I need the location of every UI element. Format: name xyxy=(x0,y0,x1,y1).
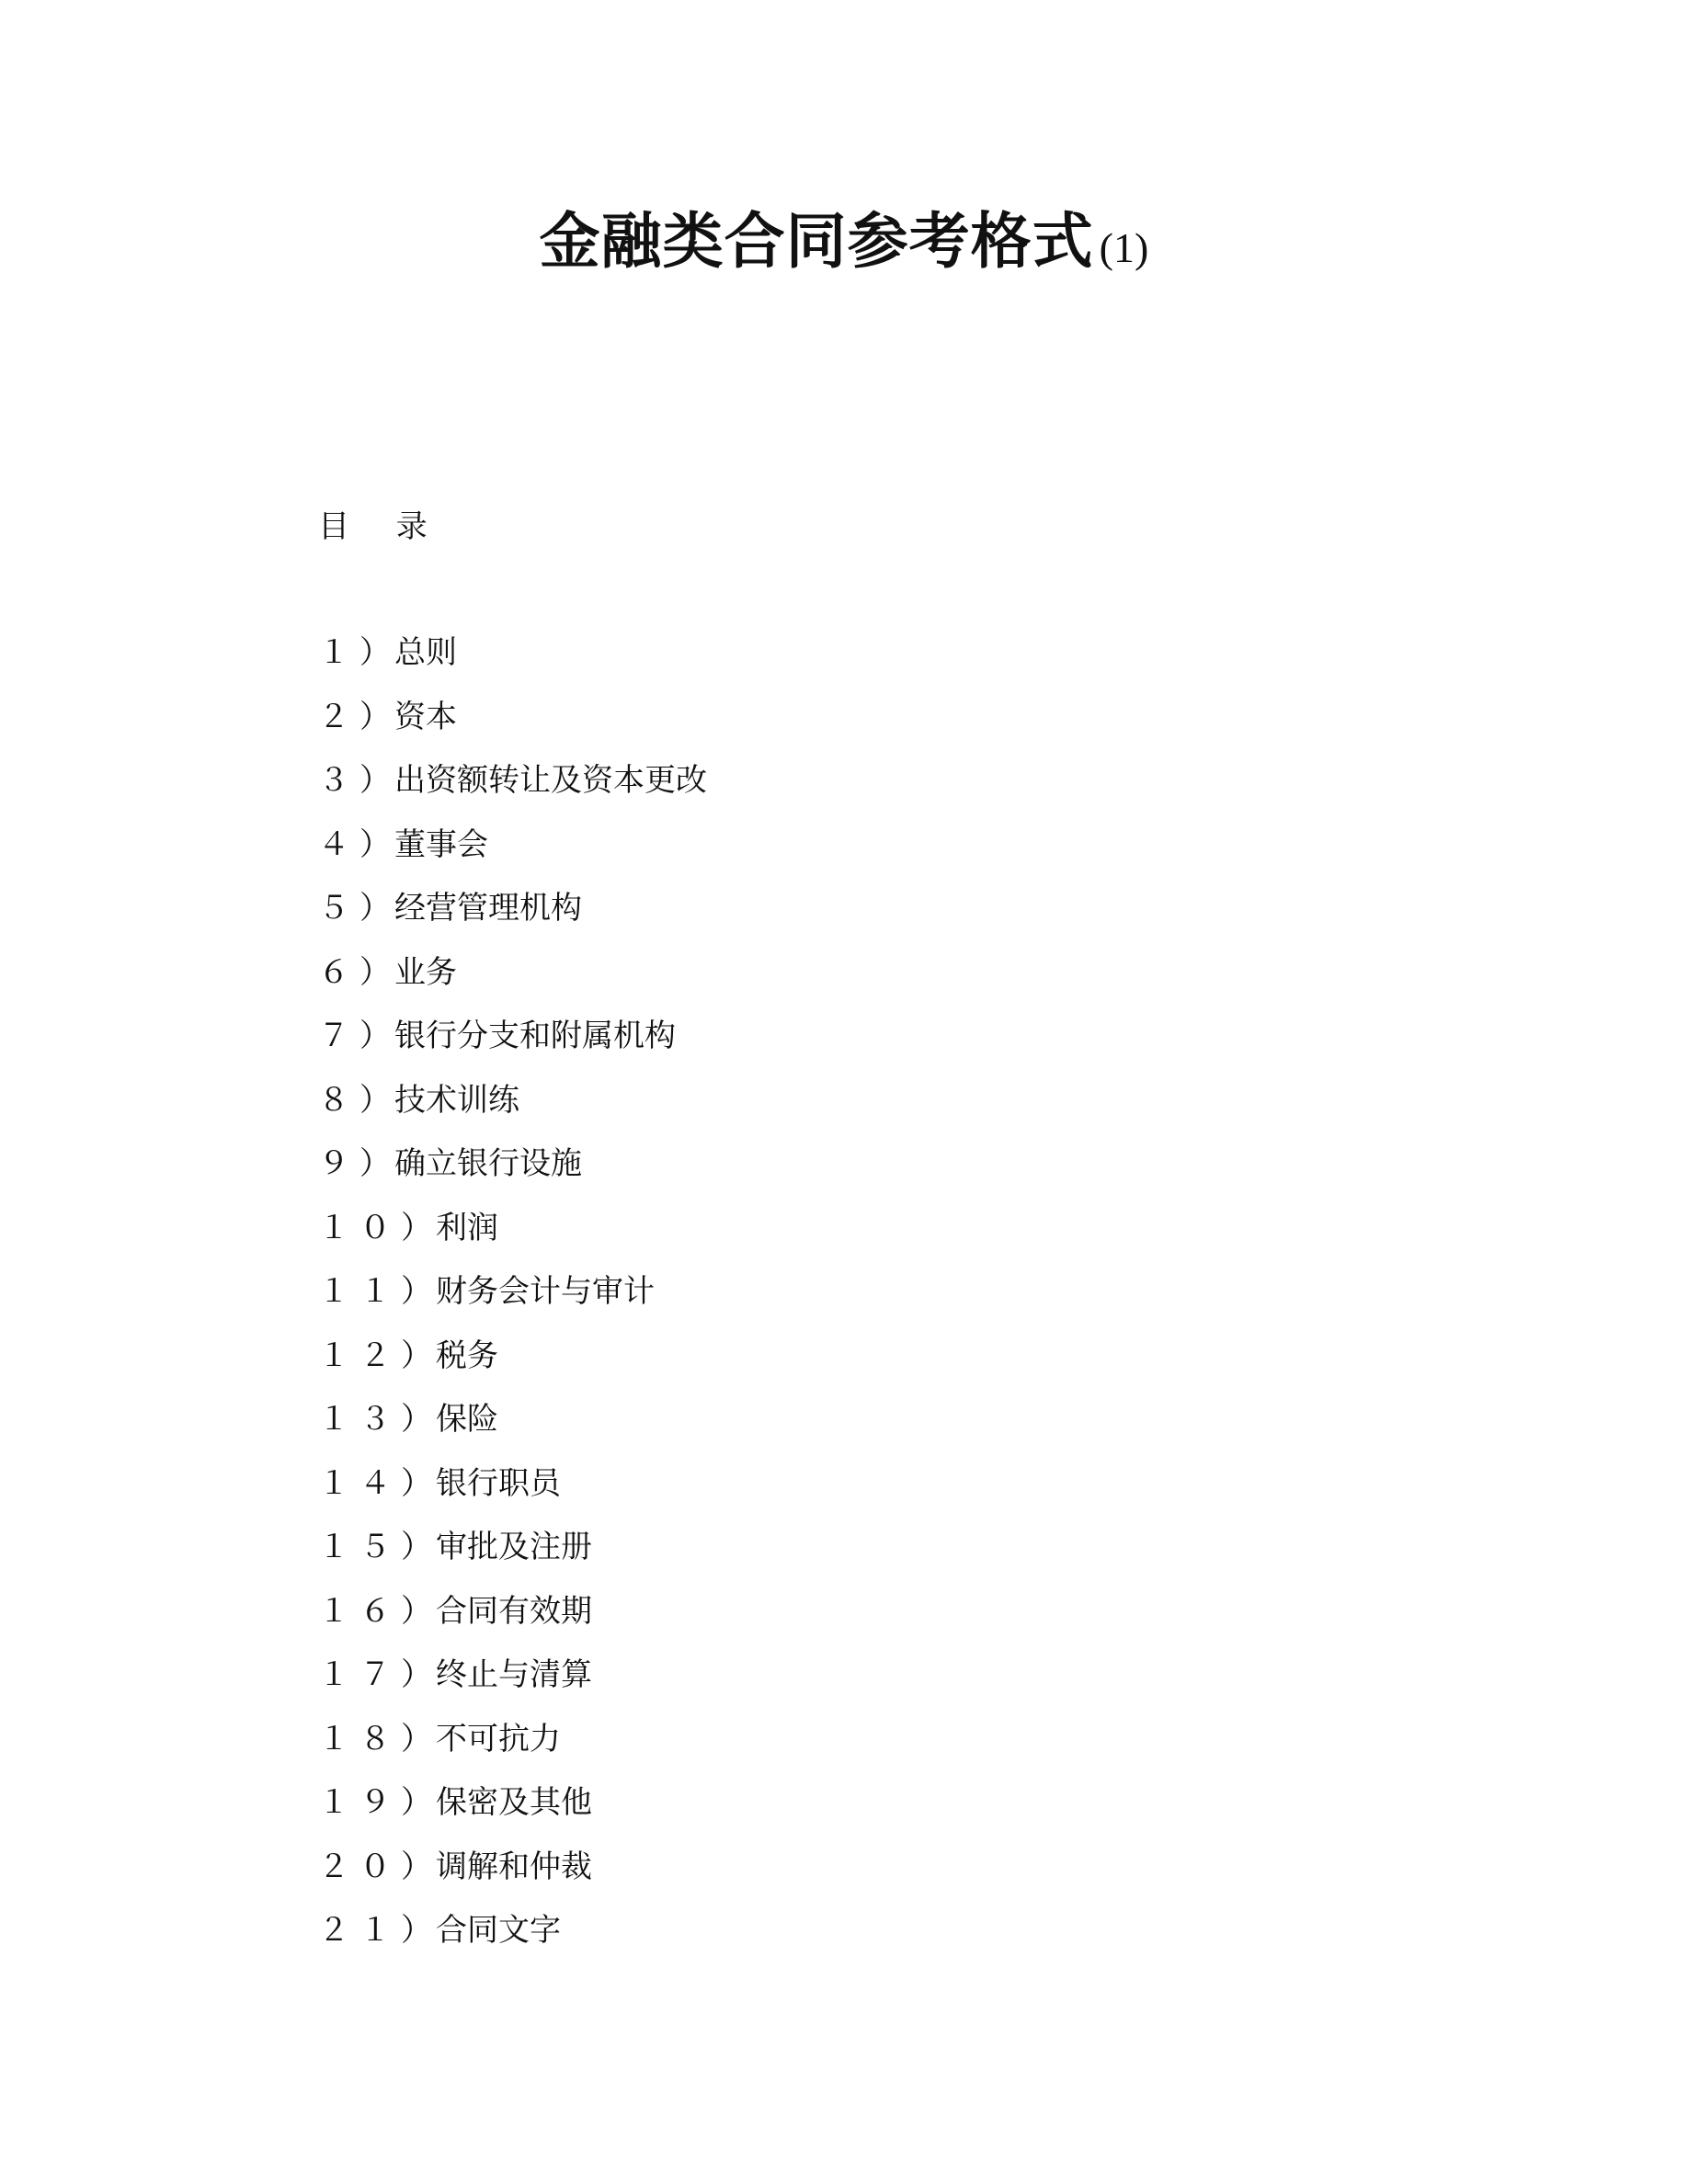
toc-item-label: 经营管理机构 xyxy=(394,890,582,927)
toc-item-number: １３ xyxy=(318,1401,401,1438)
toc-item-number: １７ xyxy=(318,1656,401,1693)
document-title xyxy=(0,200,1688,299)
toc-item xyxy=(318,694,707,758)
toc-item-label: 税务 xyxy=(436,1337,498,1374)
toc-item-paren: ） xyxy=(359,762,391,799)
toc-item-number: １２ xyxy=(318,1337,401,1374)
toc-item-paren: ） xyxy=(401,1209,432,1246)
toc-item-number: ７ xyxy=(318,1018,359,1054)
toc-item-label: 保密及其他 xyxy=(436,1784,592,1821)
toc-item-label: 调解和仲裁 xyxy=(436,1848,592,1885)
toc-item xyxy=(318,1844,707,1908)
toc-item xyxy=(318,1780,707,1844)
toc-item xyxy=(318,1141,707,1205)
toc-item-label: 终止与清算 xyxy=(436,1656,592,1693)
toc-item-number: １８ xyxy=(318,1720,401,1757)
toc-item-label: 出资额转让及资本更改 xyxy=(394,762,707,799)
toc-item xyxy=(318,1333,707,1397)
toc-item-number: ８ xyxy=(318,1081,359,1119)
toc-item-paren: ） xyxy=(359,1145,391,1182)
toc-item xyxy=(318,1205,707,1269)
toc-item xyxy=(318,1907,707,1972)
toc-item-paren: ） xyxy=(401,1529,432,1565)
toc-item-label: 保险 xyxy=(436,1401,498,1438)
toc-item-number: ３ xyxy=(318,762,359,799)
table-of-contents xyxy=(318,630,707,1972)
toc-item-label: 审批及注册 xyxy=(436,1529,592,1565)
toc-item-number: １１ xyxy=(318,1273,401,1310)
toc-item-number: ５ xyxy=(318,890,359,927)
toc-heading: 目 录 xyxy=(318,508,446,545)
toc-item xyxy=(318,1716,707,1780)
toc-item-number: １０ xyxy=(318,1209,401,1246)
toc-item-number: ９ xyxy=(318,1145,359,1182)
toc-item-label: 银行职员 xyxy=(436,1464,561,1502)
toc-item-number: １４ xyxy=(318,1464,401,1502)
toc-item-paren: ） xyxy=(359,953,391,991)
toc-item xyxy=(318,1524,707,1588)
title-text: 金融类合同参考格式 xyxy=(539,206,1094,277)
toc-item-number: １ xyxy=(318,634,359,671)
toc-item xyxy=(318,1396,707,1461)
toc-item-label: 合同文字 xyxy=(436,1912,561,1949)
toc-item xyxy=(318,1461,707,1525)
toc-item-paren: ） xyxy=(401,1592,432,1630)
title-suffix: (1) xyxy=(1099,224,1149,271)
toc-item-number: ４ xyxy=(318,825,359,863)
toc-item-number: ２ xyxy=(318,698,359,735)
toc-item-paren: ） xyxy=(359,698,391,735)
toc-item-label: 银行分支和附属机构 xyxy=(394,1018,676,1054)
toc-item xyxy=(318,822,707,886)
toc-item-number: ２０ xyxy=(318,1848,401,1885)
toc-item-number: １９ xyxy=(318,1784,401,1821)
toc-item-paren: ） xyxy=(359,890,391,927)
toc-item xyxy=(318,885,707,950)
toc-item-paren: ） xyxy=(401,1912,432,1949)
toc-item-paren: ） xyxy=(359,634,391,671)
toc-item xyxy=(318,757,707,822)
toc-item-paren: ） xyxy=(401,1848,432,1885)
toc-item-paren: ） xyxy=(359,1081,391,1119)
toc-item-paren: ） xyxy=(401,1656,432,1693)
toc-item-number: １５ xyxy=(318,1529,401,1565)
toc-item xyxy=(318,1652,707,1716)
toc-item-label: 合同有效期 xyxy=(436,1592,592,1630)
toc-item xyxy=(318,1268,707,1333)
toc-item-paren: ） xyxy=(359,825,391,863)
toc-item-label: 资本 xyxy=(394,698,457,735)
toc-item-number: ２１ xyxy=(318,1912,401,1949)
toc-item xyxy=(318,1588,707,1653)
toc-item-paren: ） xyxy=(401,1401,432,1438)
toc-item xyxy=(318,1013,707,1077)
toc-item-paren: ） xyxy=(401,1464,432,1502)
toc-item xyxy=(318,630,707,694)
toc-item-label: 确立银行设施 xyxy=(394,1145,582,1182)
toc-item-number: ６ xyxy=(318,953,359,991)
toc-item-paren: ） xyxy=(401,1784,432,1821)
toc-item-paren: ） xyxy=(401,1273,432,1310)
toc-item-paren: ） xyxy=(359,1018,391,1054)
toc-item-label: 技术训练 xyxy=(394,1081,519,1119)
toc-item-label: 利润 xyxy=(436,1209,498,1246)
toc-item xyxy=(318,1077,707,1142)
toc-item-label: 总则 xyxy=(394,634,457,671)
toc-item xyxy=(318,950,707,1014)
toc-item-number: １６ xyxy=(318,1592,401,1630)
toc-item-label: 董事会 xyxy=(394,825,488,863)
toc-item-label: 不可抗力 xyxy=(436,1720,561,1757)
toc-item-paren: ） xyxy=(401,1337,432,1374)
toc-item-label: 业务 xyxy=(394,953,457,991)
toc-item-label: 财务会计与审计 xyxy=(436,1273,655,1310)
toc-item-paren: ） xyxy=(401,1720,432,1757)
